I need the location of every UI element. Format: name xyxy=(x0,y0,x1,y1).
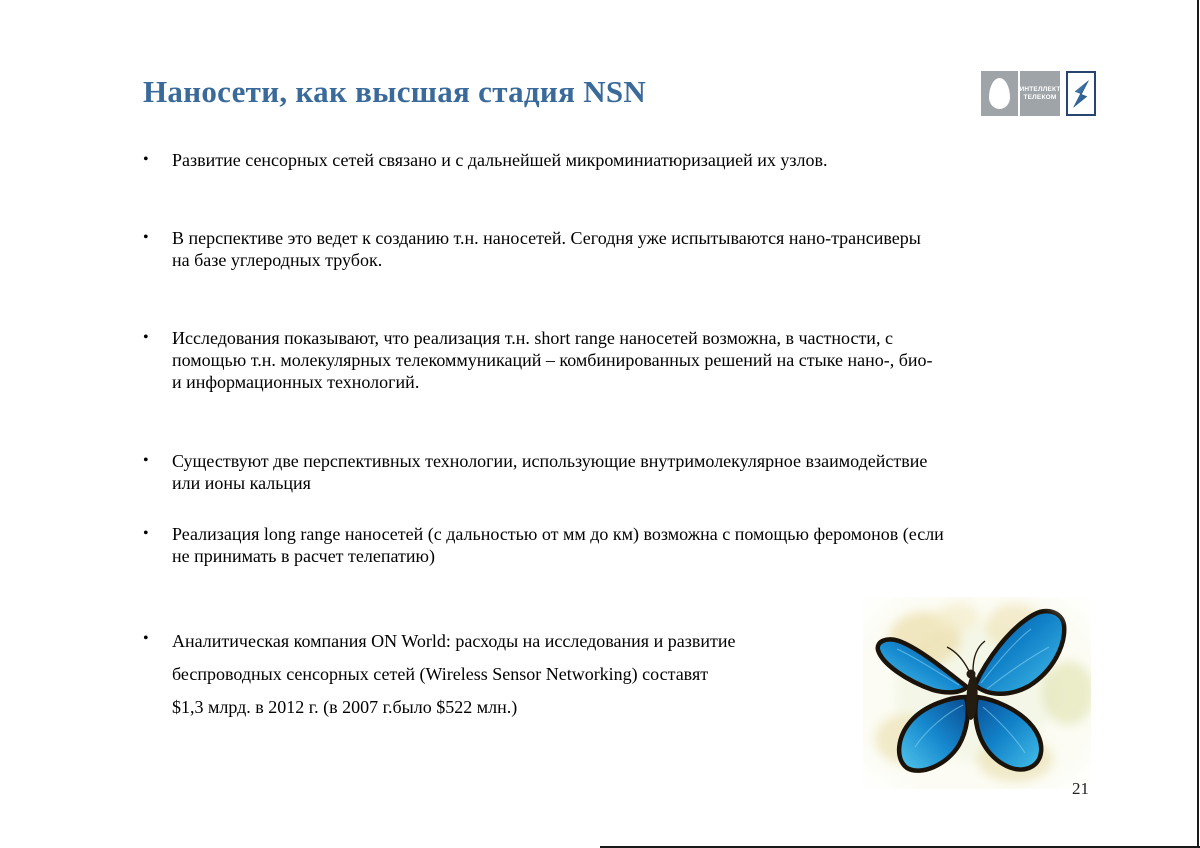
bullet-text-line: Существуют две перспективных технологии, использующие внутримолекулярное взаимодействие xyxy=(172,451,928,471)
bullet-text-line: не принимать в расчет телепатию) xyxy=(172,546,435,566)
bullet-item xyxy=(143,523,944,567)
bullet-item xyxy=(143,327,933,393)
s-lightning-icon xyxy=(1071,79,1091,109)
page-number: 21 xyxy=(1072,779,1089,798)
slide-title: Наносети, как высшая стадия NSN xyxy=(143,74,647,109)
bullet-text-line: Аналитическая компания ON World: расходы на исследования и развитие xyxy=(172,631,736,651)
intellect-telecom-logo xyxy=(1020,71,1060,116)
s-emblem-logo xyxy=(1066,71,1096,116)
butterfly-image xyxy=(863,597,1091,789)
bullet-marker: • xyxy=(143,151,149,168)
bullet-text-line: на базе углеродных трубок. xyxy=(172,250,383,270)
bullet-marker: • xyxy=(143,630,149,647)
bullet-marker: • xyxy=(143,229,149,246)
bullet-text-line: $1,3 млрд. в 2012 г. (в 2007 г.было $522 млн.) xyxy=(172,697,518,717)
bullet-item xyxy=(143,227,921,271)
bullet-text-line: Реализация long range наносетей (с дальностью от мм до км) возможна с помощью феромонов (если xyxy=(172,524,944,544)
egg-icon xyxy=(989,78,1010,109)
scan-edge-right xyxy=(1197,0,1199,848)
bullet-item xyxy=(143,450,927,494)
bullet-item xyxy=(143,625,735,724)
logo-company-name-line1: ИНТЕЛЛЕКТ xyxy=(1019,85,1061,93)
logo-company-name-line2: ТЕЛЕКОМ xyxy=(1023,93,1057,101)
bullet-text-line: В перспективе это ведет к созданию т.н. наносетей. Сегодня уже испытываются нано-трансиверы xyxy=(172,228,921,248)
bullet-text-line: Исследования показывают, что реализация т.н. short range наносетей возможна, в частности, с xyxy=(172,328,893,348)
bullet-text-line: помощью т.н. молекулярных телекоммуникаций – комбинированных решений на стыке нано-, био- xyxy=(172,350,933,370)
egg-logo xyxy=(981,71,1018,116)
bullet-text-line: беспроводных сенсорных сетей (Wireless Sensor Networking) составят xyxy=(172,664,709,684)
bullet-text-line: или ионы кальция xyxy=(172,473,311,493)
bullet-marker: • xyxy=(143,452,149,469)
bullet-text-line: Развитие сенсорных сетей связано и с дальнейшей микроминиатюризацией их узлов. xyxy=(172,150,828,170)
bullet-marker: • xyxy=(143,525,149,542)
logo-strip xyxy=(981,71,1096,116)
bullet-marker: • xyxy=(143,329,149,346)
bullet-text-line: и информационных технологий. xyxy=(172,372,420,392)
bullet-item xyxy=(143,149,827,171)
